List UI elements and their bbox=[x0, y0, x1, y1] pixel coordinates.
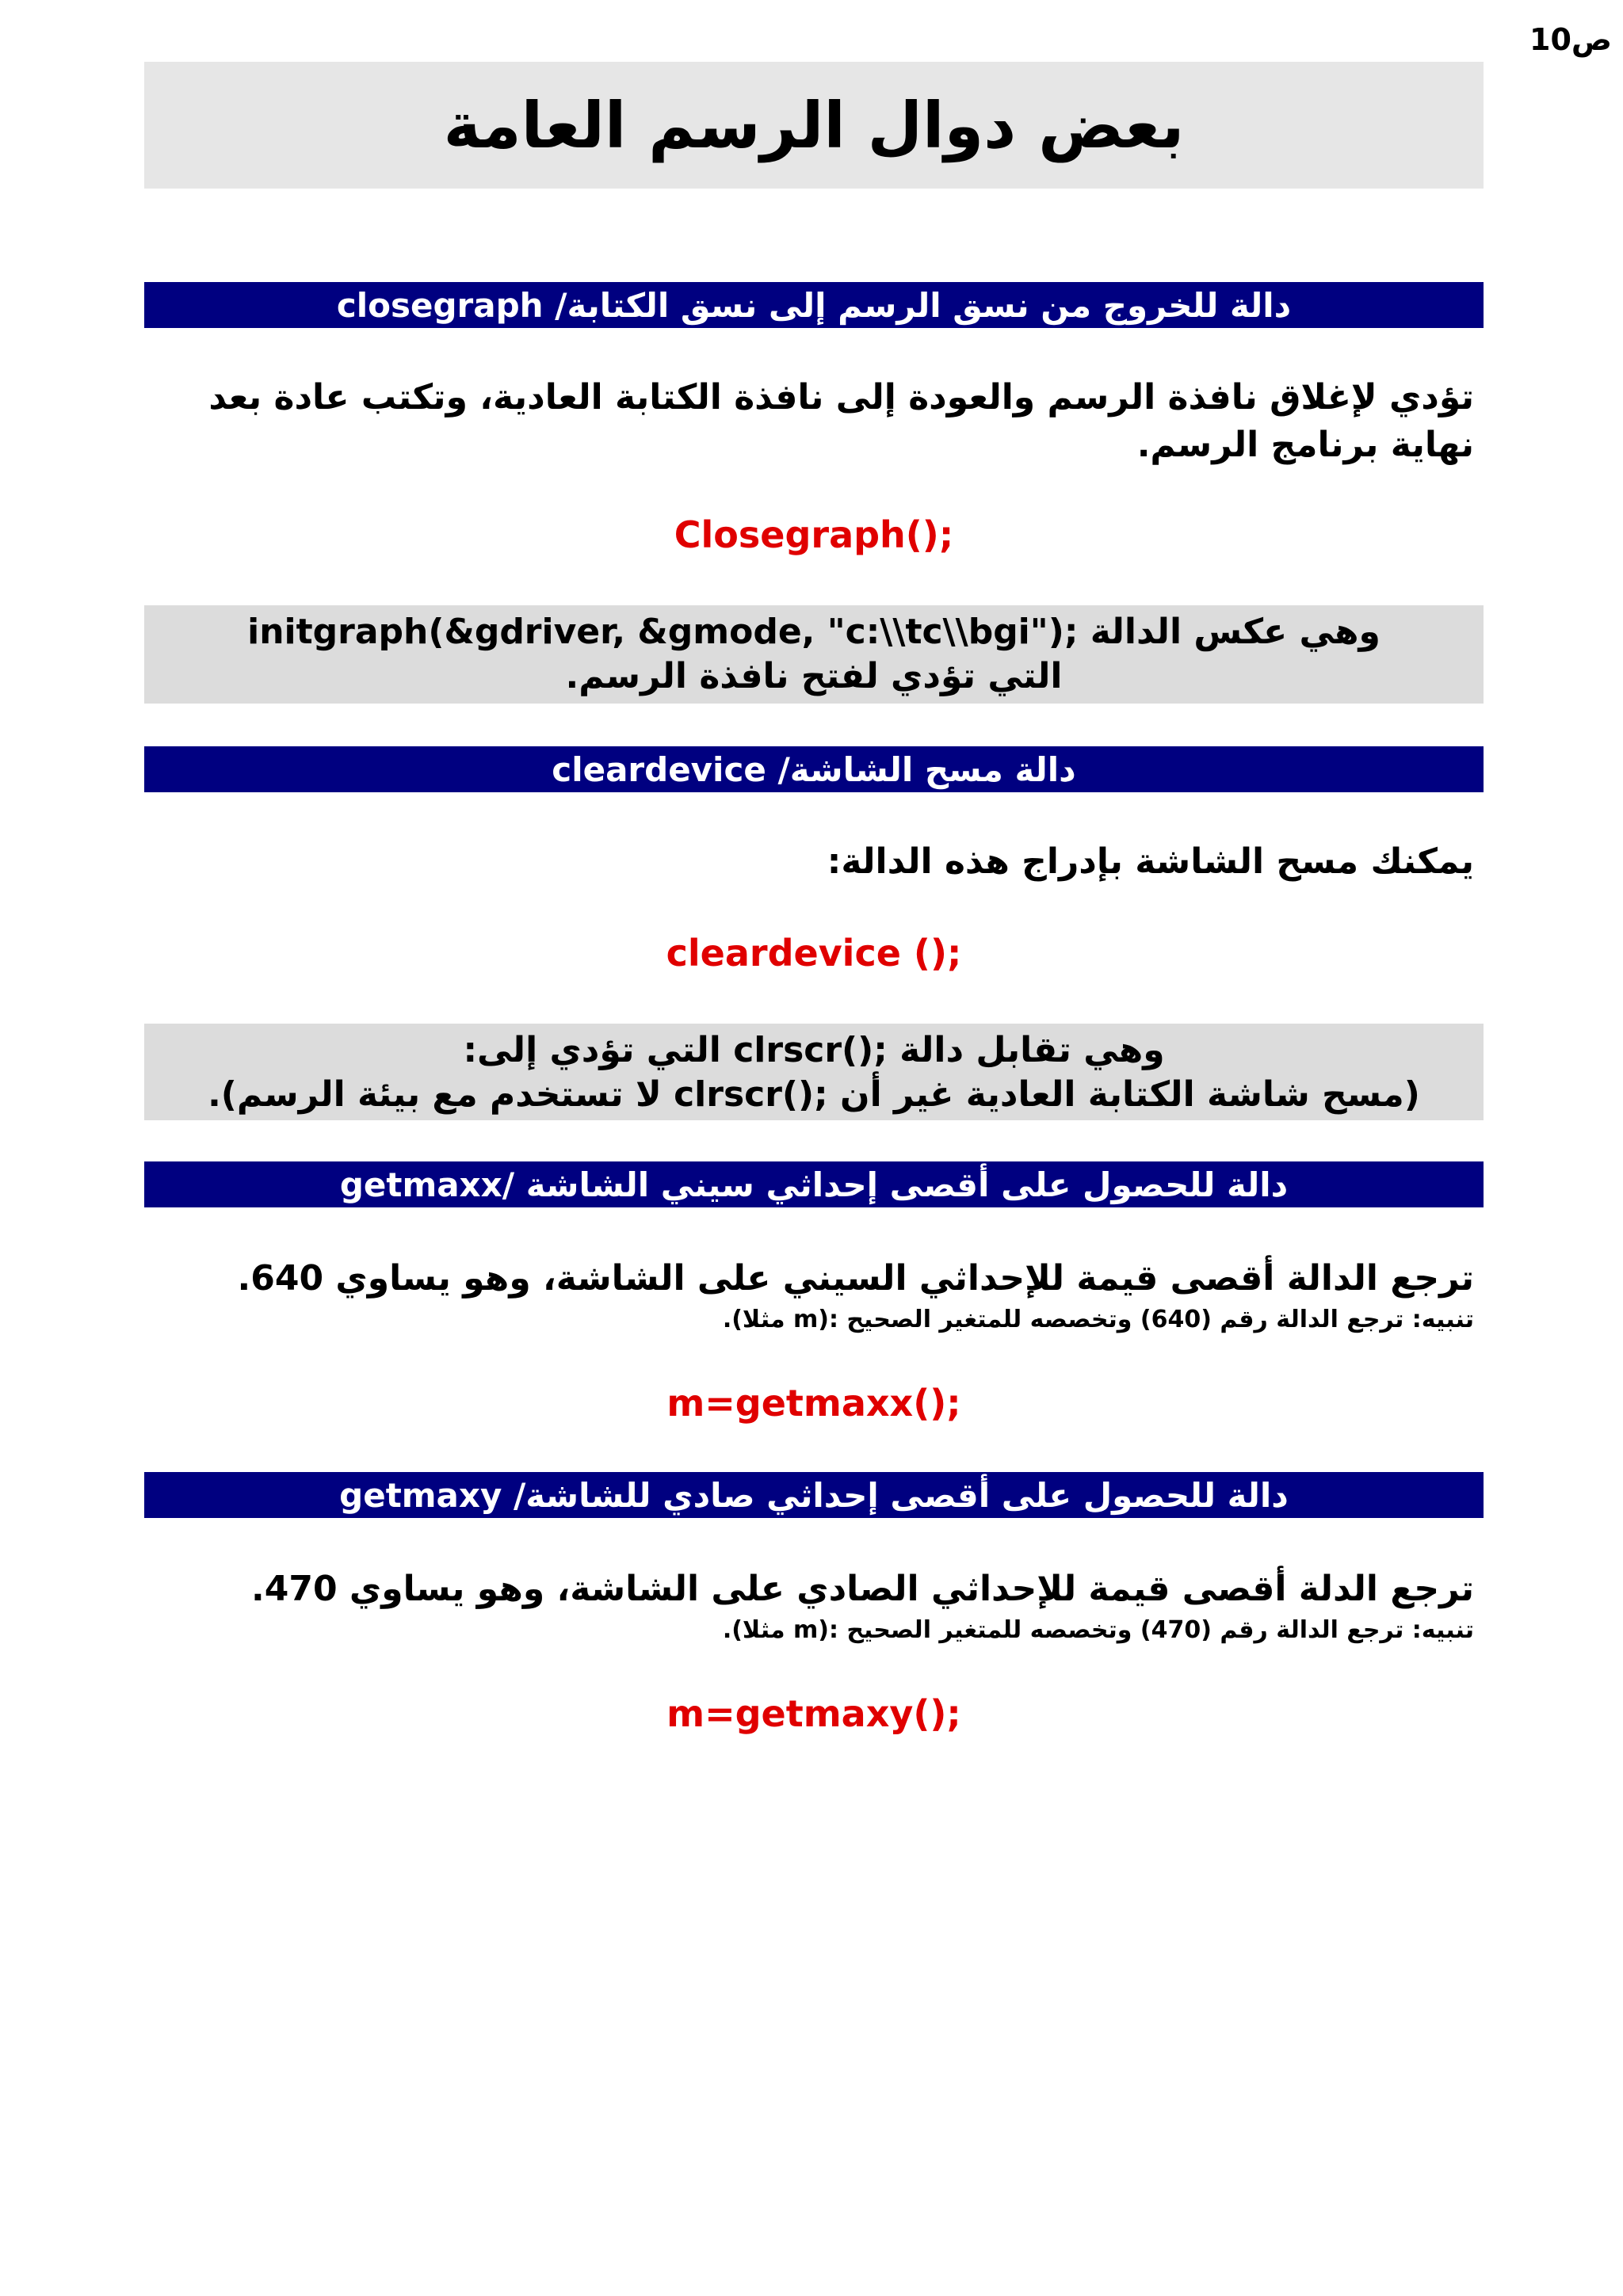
section-note-getmaxx: تنبيه: ترجع الدالة رقم (640) وتخصصه للمتغير الصحيح :(m مثلا). bbox=[722, 1306, 1474, 1333]
code-getmaxy: m=getmaxy(); bbox=[666, 1692, 961, 1735]
note-box-line-2: (مسح شاشة الكتابة العادية غير أن ;()clrscr لا تستخدم مع بيئة الرسم). bbox=[208, 1074, 1420, 1115]
note-box-line-1: وهي تقابل دالة ;()clrscr التي تؤدي إلى: bbox=[463, 1030, 1165, 1070]
code-getmaxx: m=getmaxx(); bbox=[666, 1382, 961, 1425]
section-text-getmaxx: ترجع الدالة أقصى قيمة للإحداثي السيني على الشاشة، وهو يساوي 640. bbox=[237, 1258, 1474, 1299]
code-closegraph: Closegraph(); bbox=[674, 513, 954, 556]
section-header-closegraph: دالة للخروج من نسق الرسم إلى نسق الكتابة/ closegraph bbox=[144, 282, 1484, 328]
page-title: بعض دوال الرسم العامة bbox=[443, 88, 1185, 162]
section-text-cleardevice: يمكنك مسح الشاشة بإدراج هذه الدالة: bbox=[827, 841, 1474, 882]
note-box-clrscr bbox=[144, 1024, 1484, 1120]
section-text-closegraph: تؤدي لإغلاق نافذة الرسم والعودة إلى نافذة الكتابة العادية، وتكتب عادة بعد نهاية برنامج الرسم. bbox=[208, 377, 1474, 465]
page-title-box bbox=[144, 62, 1484, 189]
code-cleardevice: cleardevice (); bbox=[666, 932, 962, 974]
section-text-getmaxy: ترجع الدلة أقصى قيمة للإحداثي الصادي على الشاشة، وهو يساوي 470. bbox=[251, 1569, 1474, 1609]
section-header-cleardevice: دالة مسح الشاشة/ cleardevice bbox=[144, 746, 1484, 792]
note-box-initgraph bbox=[144, 605, 1484, 704]
section-header-getmaxx: دالة للحصول على أقصى إحداثي سيني الشاشة /getmaxx bbox=[144, 1161, 1484, 1207]
note-box-line-2: التي تؤدي لفتح نافذة الرسم. bbox=[565, 656, 1063, 696]
section-header-getmaxy: دالة للحصول على أقصى إحداثي صادي للشاشة/ getmaxy bbox=[144, 1472, 1484, 1518]
page-number: ص10 bbox=[1529, 22, 1613, 57]
note-box-line-1: وهي عكس الدالة ;("initgraph(&gdriver, &gmode, "c:\\tc\\bgi bbox=[247, 612, 1381, 652]
section-note-getmaxy: تنبيه: ترجع الدالة رقم (470) وتخصصه للمتغير الصحيح :(m مثلا). bbox=[722, 1616, 1474, 1644]
